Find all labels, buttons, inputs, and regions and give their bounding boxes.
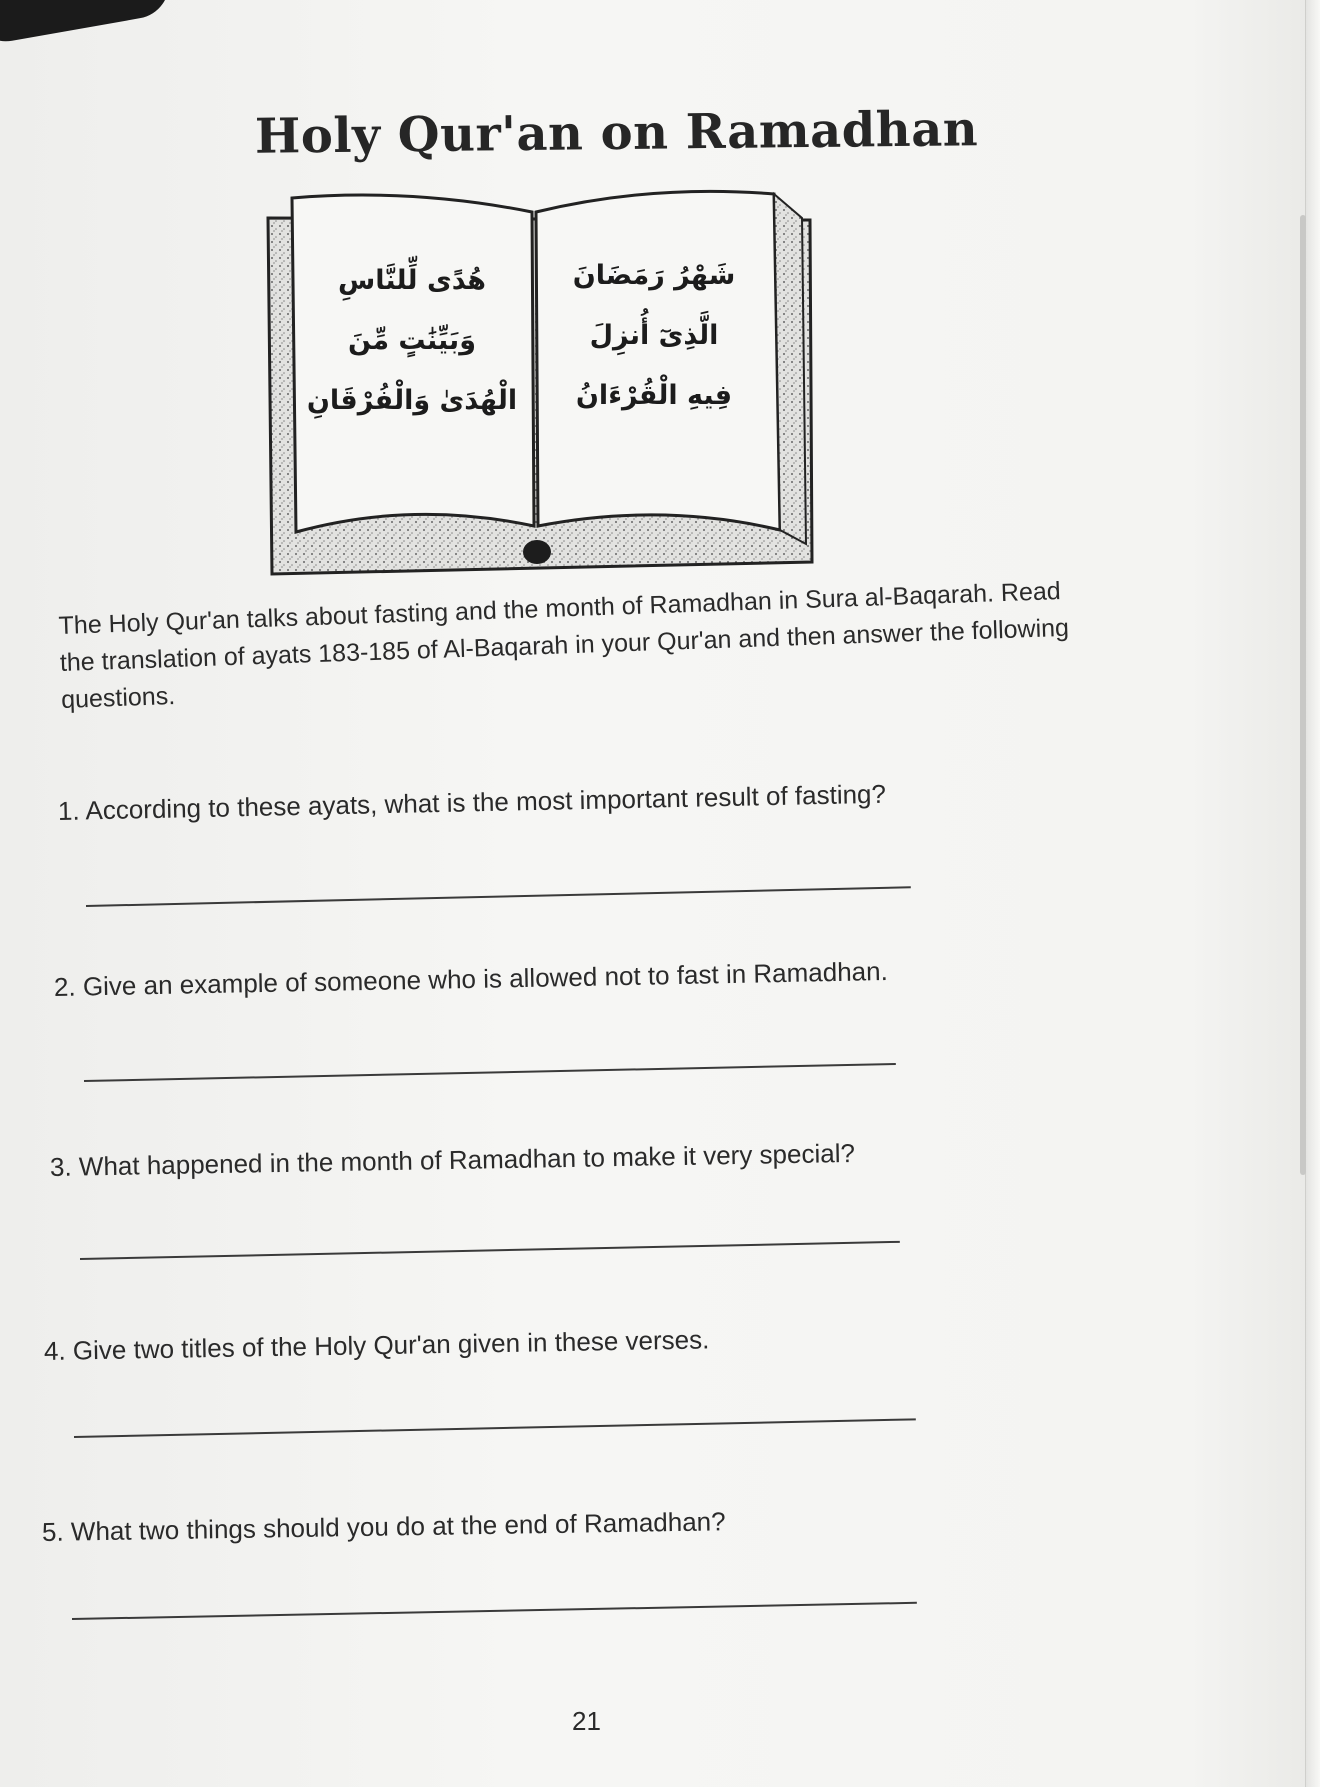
right-book-page bbox=[536, 191, 780, 530]
question-3: 3. What happened in the month of Ramadhan to make it very special? bbox=[49, 1137, 856, 1182]
arabic-left-line-1: هُدًى لِّلنَّاسِ bbox=[337, 265, 487, 296]
question-2: 2. Give an example of someone who is allowed not to fast in Ramadhan. bbox=[53, 955, 889, 1002]
page-crease bbox=[1300, 215, 1306, 1175]
page-edge bbox=[1305, 0, 1320, 1787]
arabic-right-line-3: فِيهِ الْقُرْءَانُ bbox=[575, 380, 733, 411]
arabic-right-line-2: الَّذِىٓ أُنزِلَ bbox=[589, 320, 719, 351]
answer-line-5[interactable] bbox=[72, 1602, 917, 1620]
question-5: 5. What two things should you do at the end of Ramadhan? bbox=[41, 1506, 726, 1547]
arabic-right-line-1: شَهْرُ رَمَضَانَ bbox=[572, 260, 736, 291]
arabic-left-line-2: وَبَيِّنَٰتٍ مِّنَ bbox=[348, 325, 476, 356]
question-1: 1. According to these ayats, what is the most important result of fasting? bbox=[57, 778, 887, 826]
answer-line-4[interactable] bbox=[74, 1418, 916, 1438]
page-title: Holy Qur'an on Ramadhan bbox=[254, 101, 979, 165]
page-number: 21 bbox=[572, 1706, 601, 1736]
question-4: 4. Give two titles of the Holy Qur'an given in these verses. bbox=[43, 1324, 710, 1366]
answer-line-1[interactable] bbox=[86, 886, 911, 907]
answer-line-3[interactable] bbox=[80, 1241, 900, 1260]
left-book-page bbox=[292, 195, 534, 532]
arabic-left-line-3: الْهُدَىٰ وَالْفُرْقَانِ bbox=[306, 385, 518, 416]
open-book-illustration bbox=[262, 184, 822, 589]
intro-paragraph: The Holy Qur'an talks about fasting and the month of Ramadhan in Sura al-Baqarah. Read the translation of ayats 183-185 of Al-Baqarah in your Qur'an and then answer the following questions. bbox=[58, 577, 1070, 714]
answer-line-2[interactable] bbox=[84, 1063, 896, 1082]
page-corner-shadow bbox=[0, 0, 175, 47]
